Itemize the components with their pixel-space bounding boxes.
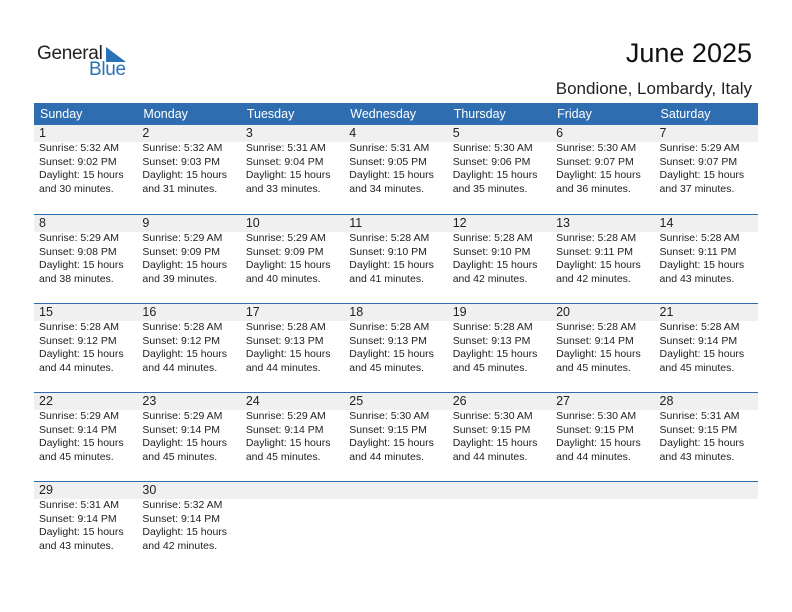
daylight-duration: and 45 minutes. xyxy=(142,450,218,463)
week-row xyxy=(34,214,758,303)
sunrise-time: Sunrise: 5:29 AM xyxy=(659,142,740,154)
sunset-time: Sunset: 9:04 PM xyxy=(245,155,324,168)
day-number: 25 xyxy=(349,394,364,408)
daylight-duration: Daylight: 15 hours xyxy=(556,348,641,361)
day-cell xyxy=(655,410,758,464)
weekday-thursday: Thursday xyxy=(453,107,506,121)
day-number xyxy=(241,482,344,499)
weekday-monday: Monday xyxy=(143,107,188,121)
daylight-duration: and 45 minutes. xyxy=(556,361,631,374)
logo-text-general: General xyxy=(37,43,103,64)
sunset-time: Sunset: 9:03 PM xyxy=(142,155,221,168)
daylight-duration: Daylight: 15 hours xyxy=(452,169,538,182)
day-cell xyxy=(448,232,551,286)
daylight-duration: and 44 minutes. xyxy=(556,450,631,463)
day-number-row xyxy=(34,393,758,410)
day-number: 19 xyxy=(452,305,467,319)
sunrise-time: Sunrise: 5:31 AM xyxy=(349,142,430,154)
daylight-duration: and 42 minutes. xyxy=(452,272,528,285)
day-number: 29 xyxy=(39,483,53,497)
sunset-time: Sunset: 9:15 PM xyxy=(349,423,427,436)
day-number: 30 xyxy=(142,483,157,497)
week-row xyxy=(34,303,758,392)
sunset-time: Sunset: 9:14 PM xyxy=(39,423,117,436)
sunrise-time: Sunrise: 5:31 AM xyxy=(659,410,740,422)
day-number: 10 xyxy=(245,216,260,230)
sunrise-time: Sunrise: 5:29 AM xyxy=(245,232,326,244)
day-number: 20 xyxy=(556,305,571,319)
day-cell xyxy=(241,321,344,375)
daylight-duration: Daylight: 15 hours xyxy=(245,437,331,450)
day-cell xyxy=(655,232,758,286)
sunset-time: Sunset: 9:11 PM xyxy=(556,245,633,258)
daylight-duration: and 34 minutes. xyxy=(349,182,424,195)
sunset-time: Sunset: 9:14 PM xyxy=(142,512,221,525)
day-cell xyxy=(34,142,137,196)
sunset-time: Sunset: 9:14 PM xyxy=(142,423,221,436)
daylight-duration: Daylight: 15 hours xyxy=(556,169,641,182)
weekday-friday: Friday xyxy=(557,107,592,121)
day-number: 16 xyxy=(142,305,157,319)
daylight-duration: Daylight: 15 hours xyxy=(556,437,641,450)
daylight-duration: Daylight: 15 hours xyxy=(39,169,124,182)
week-row xyxy=(34,392,758,481)
sunrise-time: Sunrise: 5:28 AM xyxy=(556,321,637,333)
daylight-duration: Daylight: 15 hours xyxy=(349,259,434,272)
daylight-duration: and 39 minutes. xyxy=(142,272,218,285)
day-number: 3 xyxy=(245,126,253,140)
daylight-duration: Daylight: 15 hours xyxy=(142,169,228,182)
weekday-tuesday: Tuesday xyxy=(246,107,295,121)
sunrise-time: Sunrise: 5:30 AM xyxy=(556,410,637,422)
day-number: 27 xyxy=(556,394,571,408)
day-number: 22 xyxy=(39,394,53,408)
day-cell xyxy=(655,499,758,553)
day-number-row xyxy=(34,125,758,142)
daylight-duration: Daylight: 15 hours xyxy=(452,259,538,272)
day-number: 15 xyxy=(39,305,53,319)
day-number: 6 xyxy=(556,126,564,140)
sunrise-time: Sunrise: 5:30 AM xyxy=(349,410,430,422)
daylight-duration: Daylight: 15 hours xyxy=(349,169,434,182)
daylight-duration: and 45 minutes. xyxy=(452,361,528,374)
day-cell xyxy=(137,232,240,286)
calendar-grid xyxy=(34,103,758,570)
sunrise-time: Sunrise: 5:28 AM xyxy=(245,321,326,333)
sunset-time: Sunset: 9:15 PM xyxy=(556,423,634,436)
daylight-duration: and 33 minutes. xyxy=(245,182,321,195)
daylight-duration: Daylight: 15 hours xyxy=(452,437,538,450)
daylight-duration: and 38 minutes. xyxy=(39,272,114,285)
weekday-wednesday: Wednesday xyxy=(350,107,417,121)
daylight-duration: Daylight: 15 hours xyxy=(39,437,124,450)
sunset-time: Sunset: 9:05 PM xyxy=(349,155,427,168)
sunrise-time: Sunrise: 5:30 AM xyxy=(556,142,637,154)
daylight-duration: Daylight: 15 hours xyxy=(142,526,228,539)
daylight-duration: and 45 minutes. xyxy=(39,450,114,463)
sunrise-time: Sunrise: 5:29 AM xyxy=(142,410,223,422)
sunrise-time: Sunrise: 5:28 AM xyxy=(39,321,119,333)
day-number: 7 xyxy=(659,126,667,140)
week-row xyxy=(34,481,758,570)
day-number: 2 xyxy=(142,126,150,140)
sunrise-time: Sunrise: 5:29 AM xyxy=(245,410,326,422)
sunrise-time: Sunrise: 5:29 AM xyxy=(39,232,119,244)
logo-text-blue: Blue xyxy=(89,59,126,80)
daylight-duration: and 40 minutes. xyxy=(245,272,321,285)
daylight-duration: and 45 minutes. xyxy=(659,361,735,374)
day-cell xyxy=(344,142,447,196)
day-cell xyxy=(241,142,344,196)
page-title: June 2025 xyxy=(625,38,752,68)
sunset-time: Sunset: 9:14 PM xyxy=(245,423,324,436)
day-cell xyxy=(34,499,137,553)
day-number: 13 xyxy=(556,216,571,230)
day-cell xyxy=(137,142,240,196)
weeks-container xyxy=(34,125,758,570)
sunset-time: Sunset: 9:02 PM xyxy=(39,155,117,168)
day-number: 9 xyxy=(142,216,150,230)
day-cell xyxy=(344,410,447,464)
day-number: 5 xyxy=(452,126,460,140)
day-details-row xyxy=(34,142,758,196)
day-number xyxy=(344,482,447,499)
location-subtitle: Bondione, Lombardy, Italy xyxy=(555,79,752,98)
day-cell xyxy=(241,232,344,286)
sunrise-time: Sunrise: 5:28 AM xyxy=(556,232,637,244)
daylight-duration: and 43 minutes. xyxy=(39,539,114,552)
day-number: 14 xyxy=(659,216,674,230)
daylight-duration: and 44 minutes. xyxy=(452,450,528,463)
daylight-duration: and 30 minutes. xyxy=(39,182,114,195)
day-cell xyxy=(344,499,447,553)
day-number: 18 xyxy=(349,305,364,319)
sunrise-time: Sunrise: 5:28 AM xyxy=(452,321,533,333)
weekday-saturday: Saturday xyxy=(660,107,711,121)
sunset-time: Sunset: 9:15 PM xyxy=(659,423,738,436)
sunset-time: Sunset: 9:12 PM xyxy=(39,334,117,347)
sunrise-time: Sunrise: 5:28 AM xyxy=(142,321,223,333)
day-cell xyxy=(34,321,137,375)
daylight-duration: Daylight: 15 hours xyxy=(142,348,228,361)
sunset-time: Sunset: 9:08 PM xyxy=(39,245,117,258)
day-number: 21 xyxy=(659,305,674,319)
sunset-time: Sunset: 9:12 PM xyxy=(142,334,221,347)
sunset-time: Sunset: 9:09 PM xyxy=(142,245,221,258)
sunrise-time: Sunrise: 5:32 AM xyxy=(142,142,223,154)
day-cell xyxy=(551,410,654,464)
day-cell xyxy=(655,321,758,375)
day-cell xyxy=(551,142,654,196)
day-number: 12 xyxy=(452,216,467,230)
daylight-duration: Daylight: 15 hours xyxy=(39,526,124,539)
day-number: 26 xyxy=(452,394,467,408)
daylight-duration: Daylight: 15 hours xyxy=(452,348,538,361)
sunset-time: Sunset: 9:13 PM xyxy=(349,334,427,347)
day-cell xyxy=(344,321,447,375)
daylight-duration: and 45 minutes. xyxy=(349,361,424,374)
day-number-row xyxy=(34,215,758,232)
sunset-time: Sunset: 9:13 PM xyxy=(452,334,531,347)
daylight-duration: and 31 minutes. xyxy=(142,182,218,195)
sunrise-time: Sunrise: 5:29 AM xyxy=(142,232,223,244)
daylight-duration: and 45 minutes. xyxy=(245,450,321,463)
sunset-time: Sunset: 9:07 PM xyxy=(659,155,738,168)
daylight-duration: Daylight: 15 hours xyxy=(349,437,434,450)
daylight-duration: and 43 minutes. xyxy=(659,450,735,463)
day-cell xyxy=(551,499,654,553)
daylight-duration: and 36 minutes. xyxy=(556,182,631,195)
logo xyxy=(37,43,137,83)
sunset-time: Sunset: 9:13 PM xyxy=(245,334,324,347)
day-number-row xyxy=(34,304,758,321)
daylight-duration: Daylight: 15 hours xyxy=(556,259,641,272)
daylight-duration: and 44 minutes. xyxy=(349,450,424,463)
daylight-duration: and 44 minutes. xyxy=(142,361,218,374)
sunrise-time: Sunrise: 5:30 AM xyxy=(452,142,533,154)
daylight-duration: and 43 minutes. xyxy=(659,272,735,285)
day-number xyxy=(551,482,654,499)
day-cell xyxy=(551,321,654,375)
day-details-row xyxy=(34,499,758,553)
day-number xyxy=(448,482,551,499)
daylight-duration: and 41 minutes. xyxy=(349,272,424,285)
sunrise-time: Sunrise: 5:28 AM xyxy=(452,232,533,244)
sunset-time: Sunset: 9:10 PM xyxy=(349,245,427,258)
daylight-duration: Daylight: 15 hours xyxy=(349,348,434,361)
day-details-row xyxy=(34,410,758,464)
sunset-time: Sunset: 9:14 PM xyxy=(556,334,634,347)
day-cell xyxy=(448,410,551,464)
sunset-time: Sunset: 9:14 PM xyxy=(659,334,738,347)
sunrise-time: Sunrise: 5:28 AM xyxy=(659,321,740,333)
day-number: 17 xyxy=(245,305,260,319)
day-number: 1 xyxy=(39,126,46,140)
sunrise-time: Sunrise: 5:29 AM xyxy=(39,410,119,422)
day-details-row xyxy=(34,321,758,375)
day-cell xyxy=(551,232,654,286)
sunset-time: Sunset: 9:10 PM xyxy=(452,245,531,258)
daylight-duration: and 44 minutes. xyxy=(39,361,114,374)
sunset-time: Sunset: 9:09 PM xyxy=(245,245,324,258)
daylight-duration: and 44 minutes. xyxy=(245,361,321,374)
daylight-duration: Daylight: 15 hours xyxy=(142,259,228,272)
sunrise-time: Sunrise: 5:32 AM xyxy=(142,499,223,511)
daylight-duration: and 35 minutes. xyxy=(452,182,528,195)
sunrise-time: Sunrise: 5:31 AM xyxy=(245,142,326,154)
sunrise-time: Sunrise: 5:28 AM xyxy=(349,321,430,333)
day-cell xyxy=(448,321,551,375)
daylight-duration: Daylight: 15 hours xyxy=(245,348,331,361)
daylight-duration: Daylight: 15 hours xyxy=(659,437,745,450)
day-cell xyxy=(137,499,240,553)
week-row xyxy=(34,125,758,214)
daylight-duration: Daylight: 15 hours xyxy=(39,348,124,361)
daylight-duration: Daylight: 15 hours xyxy=(245,259,331,272)
sunset-time: Sunset: 9:11 PM xyxy=(659,245,737,258)
day-cell xyxy=(344,232,447,286)
day-number: 4 xyxy=(349,126,357,140)
sunrise-time: Sunrise: 5:28 AM xyxy=(349,232,430,244)
day-number: 8 xyxy=(39,216,46,230)
day-number: 28 xyxy=(659,394,674,408)
day-number: 24 xyxy=(245,394,260,408)
daylight-duration: and 37 minutes. xyxy=(659,182,735,195)
sunset-time: Sunset: 9:14 PM xyxy=(39,512,117,525)
daylight-duration: Daylight: 15 hours xyxy=(659,348,745,361)
daylight-duration: Daylight: 15 hours xyxy=(659,169,745,182)
day-cell xyxy=(448,499,551,553)
daylight-duration: Daylight: 15 hours xyxy=(142,437,228,450)
daylight-duration: Daylight: 15 hours xyxy=(659,259,745,272)
sunset-time: Sunset: 9:15 PM xyxy=(452,423,531,436)
day-cell xyxy=(34,232,137,286)
daylight-duration: and 42 minutes. xyxy=(142,539,218,552)
sunrise-time: Sunrise: 5:31 AM xyxy=(39,499,119,511)
sunrise-time: Sunrise: 5:32 AM xyxy=(39,142,119,154)
day-number: 23 xyxy=(142,394,157,408)
day-cell xyxy=(241,410,344,464)
day-cell xyxy=(448,142,551,196)
day-cell xyxy=(34,410,137,464)
weekday-header-row xyxy=(34,103,758,125)
day-number: 11 xyxy=(349,216,363,230)
day-cell xyxy=(241,499,344,553)
day-cell xyxy=(137,321,240,375)
day-cell xyxy=(655,142,758,196)
day-number xyxy=(655,482,758,499)
daylight-duration: Daylight: 15 hours xyxy=(39,259,124,272)
sunrise-time: Sunrise: 5:28 AM xyxy=(659,232,740,244)
day-cell xyxy=(137,410,240,464)
day-number-row xyxy=(34,482,758,499)
sunrise-time: Sunrise: 5:30 AM xyxy=(452,410,533,422)
weekday-sunday: Sunday xyxy=(40,107,83,121)
sunset-time: Sunset: 9:07 PM xyxy=(556,155,634,168)
sunset-time: Sunset: 9:06 PM xyxy=(452,155,531,168)
day-details-row xyxy=(34,232,758,286)
daylight-duration: Daylight: 15 hours xyxy=(245,169,331,182)
daylight-duration: and 42 minutes. xyxy=(556,272,631,285)
